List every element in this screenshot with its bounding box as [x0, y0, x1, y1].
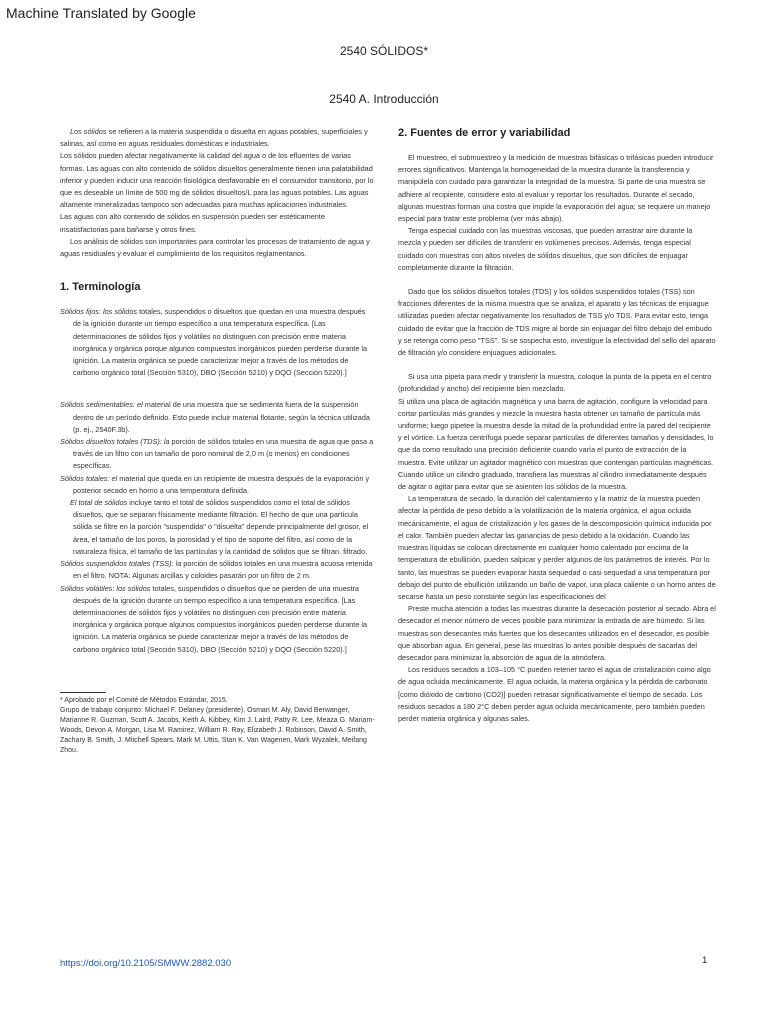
- italic-term: Sólidos suspendidos totales (TSS): la: [60, 559, 182, 569]
- italic-term: Sólidos sedimentables: el: [60, 400, 143, 410]
- intro-paragraph: [60, 126, 375, 150]
- footnote-approval: * Aprobado por el Comité de Métodos Estándar, 2015.: [60, 696, 228, 704]
- italic-term: Los sólidos: [70, 127, 107, 136]
- translation-banner: Machine Translated by Google: [6, 5, 196, 21]
- italic-term: Sólidos fijos: los sólidos: [60, 307, 138, 317]
- definition-fixed-solids: [60, 306, 375, 379]
- page-number: 1: [702, 955, 708, 966]
- section-heading-introduction: 2540 A. Introducción: [329, 92, 439, 106]
- paragraph-text: se refieren a la materia suspendida o disuelta en aguas potables, superficiales y salinas, así como en aguas residuales domésticas e industriales.: [60, 127, 368, 149]
- doi-link[interactable]: https://doi.org/10.2105/SMWW.2882.030: [60, 958, 232, 969]
- body-paragraph: Preste mucha atención a todas las muestras durante la desecación posterior al secado. Abra el desecador el menor número de veces posible para minimizar la entrada de aire húmedo. Si las muestras son desecantes más fuertes que los desecantes utilizados en el desecador, es posible que absorban agua. En general, pese las muestras lo antes posible después de sacarlas del desecador para minimizar la absorción de agua de la atmósfera.: [398, 604, 716, 662]
- body-paragraph: El muestreo, el submuestreo y la medición de muestras bifásicas o trifásicas pueden introducir errores significativos. Mantenga la homogeneidad de la muestra durante la transferencia y manipúlela con cuidado para garantizar la integridad de la muestra. Si parte de una muestra se adhiere al recipiente, considere esto al evaluar y reportar los resultados. Durante el secado, algunas muestras forman una costra que impide la evaporación del agua; se requiere un manejo especial para tratar este problema (ver más abajo).: [398, 153, 714, 224]
- definition-text: totales, suspendidos o disueltos que se pierden de una muestra después de la ignición durante un tiempo específico a una temperatura específica. [Las determinaciones de sólidos fijos y volátiles no distinguen con precisión entre materia inorgánica y orgánica porque algunos compuestos inorgánicos pueden perderse durante la ignición. La materia orgánica se puede caracterizar mejor a través de los métodos de carbono orgánico total (Sección 5310), DBO (Sección 5210) y DQO (Sección 5220).]: [73, 583, 368, 654]
- italic-term: Sólidos totales: el: [60, 473, 118, 483]
- intro-paragraph: Las aguas con alto contenido de sólidos en suspensión pueden ser estéticamente insatisfactorias para bañarse y otros fines.: [60, 212, 325, 234]
- intro-paragraph: Los sólidos pueden afectar negativamente la calidad del agua o de los efluentes de varias formas. Las aguas con alto contenido de sólidos disueltos generalmente tienen una palatabilidad inferior y pueden inducir una reacción fisiológica desfavorable en el consumidor transitorio, por lo que es deseable un límite de 500 mg de sólidos disueltos/L para las aguas potables. Las aguas altamente mineralizadas tampoco son adecuadas para muchas aplicaciones industriales.: [60, 151, 374, 210]
- definition-text: porción de sólidos totales en una muestra de agua que pasa a través de un filtro con un tamaño de poro nominal de 2,0 m (o menos) en condiciones específicas.: [73, 437, 374, 471]
- definition-text: totales, suspendidos o disueltos que quedan en una muestra después de la ignición durante un tiempo específico a una temperatura específica. [Las determinaciones de sólidos fijos y volátiles no distinguen con precisión entre materia inorgánica y orgánica porque algunos compuestos inorgánicos pueden perderse durante la ignición. La materia orgánica se puede caracterizar mejor a través de los métodos de carbono orgánico total (Sección 5310), DBO (Sección 5210) y DQO (Sección 5220).]: [73, 307, 368, 378]
- italic-term: Sólidos volátiles: los sólidos: [60, 583, 151, 593]
- body-paragraph: Si utiliza una placa de agitación magnética y una barra de agitación, configure la velocidad para cortar partículas más grandes y mezcle la muestra hasta obtener un tamaño de partícula más uniforme; luego pipetee la muestra desde la mitad de la profundidad entre la pared del recipiente y el vórtice. La fuerza centrífuga puede separar partículas de diferentes tamaños y densidades, lo que da como resultado una precisión deficiente cuando varía el punto de extracción de la muestra. Evite utilizar un agitador magnético con muestras que contengan partículas magnéticas. Cuando utilice un cilindro graduado, transfiera las muestras al cilindro inmediatamente después de agitar o agitar para evitar que se asienten los sólidos de la muestra.: [398, 396, 714, 492]
- body-paragraph: Los residuos secados a 103–105 °C pueden retener tanto el agua de cristalización como algo de agua ocluida mecánicamente. El agua ocluida, la materia orgánica y la pérdida de carbonato [como dióxido de carbono (CO2)] pueden retrasar significativamente el tiempo de secado. Los residuos secados a 180 2°C deben perder agua ocluida mecánicamente, pero también pueden perder materia orgánica y algunas sales.: [398, 665, 711, 723]
- body-paragraph: Dado que los sólidos disueltos totales (TDS) y los sólidos suspendidos totales (TSS) son fracciones diferentes de la misma muestra que se analiza, el aparato y las técnicas de enjuague utilizadas pueden afectar negativamente los resultados de TSS y/o TDS. Para evitar esto, tenga cuidado de evitar que la fracción de TDS migre al borde sin enjuagar del filtro debajo del embudo y se retenga como peso "TSS". Si se sospecha esto, investigue la efectividad del sello del aparato de filtración y/o considere enjuagues adicionales.: [398, 287, 716, 358]
- definition-text: porción de sólidos totales en una muestra acuosa retenida en el filtro. NOTA: Algunas arcillas y coloides pasarán por un filtro de 2 m.: [73, 559, 373, 581]
- definition-suspended-solids: [60, 558, 375, 582]
- definition-text: material que queda en un recipiente de muestra después de la evaporación y posterior secado en horno a una temperatura definida.: [73, 473, 370, 495]
- definition-settleable-solids: [60, 399, 375, 436]
- document-title: 2540 SÓLIDOS*: [339, 44, 429, 58]
- footnote-divider: [60, 692, 106, 693]
- definition-total-solids-note: [60, 497, 375, 558]
- body-paragraph: La temperatura de secado, la duración del calentamiento y la matriz de la muestra pueden afectar la pérdida de peso debido a la volatilización de la materia orgánica, el agua ocluida mecánicamente, el agua de cristalización y los gases de la descomposición química inducida por el calor. También pueden afectar las ganancias de peso debido a la oxidación. Cuando las muestras líquidas se colocan directamente en cualquier horno calentado por encima de la temperatura de ebullición, pueden salpicar y perder algunos de los parámetros de interés. Por lo tanto, las muestras se pueden evaporar hasta sequedad o casi sequedad a una temperatura por debajo del punto de ebullición utilizando un baño de vapor, una placa caliente o un horno antes de secarse hasta un peso constante según las especificaciones del: [398, 494, 716, 601]
- footnote-working-group: Grupo de trabajo conjunto: Michael F. Delaney (presidente), Osman M. Aly, David Berwanger, Marianne R. Guzman, Scott A. Jacobs, Keith A. Kibbey, Kim J. Laird, Patty R. Lee, Meaza G. Mariam-Woods, Devon A. Morgan, Lisa M. Ramirez, William R. Ray, Elizabeth J. Robinson, David A. Smith, Zachary B. Smith, J. Mitchell Spears, Mark M. Uttis, Stan K. Van Wagenen, Mark Wyzalek, Meifang Zhou.: [60, 706, 375, 754]
- definition-text: material de una muestra que se sedimenta fuera de la suspensión dentro de un período definido. Esto puede incluir material flotante, según la técnica utilizada (p. ej., 2540F.3b).: [73, 400, 370, 434]
- definition-total-solids: [60, 473, 375, 497]
- body-paragraph: Si usa una pipeta para medir y transferir la muestra, coloque la punta de la pipeta en el centro (profundidad y ancho) del recipiente bien mezclado.: [398, 372, 712, 394]
- left-column: [60, 126, 375, 756]
- right-column: [398, 126, 716, 725]
- italic-term: Sólidos disueltos totales (TDS): la: [60, 437, 170, 447]
- italic-term: El total de sólidos: [70, 498, 128, 508]
- intro-paragraph: Los análisis de sólidos son importantes para controlar los procesos de tratamiento de agua y aguas residuales y evaluar el cumplimiento de los requisitos reglamentarios.: [60, 236, 370, 259]
- definition-text: incluye tanto el total de sólidos suspendidos como el total de sólidos disueltos, que se separan físicamente mediante filtración. El hecho de que una partícula sólida se filtre en la porción "suspendida" o "disuelta" depende principalmente del grosor, el área, el tamaño de los poros, la porosidad y el tipo de soporte del filtro, así como de la naturaleza física, el tamaño de las partículas y la cantidad de sólidos que se filtran. filtrado.: [73, 498, 369, 556]
- definition-volatile-solids: [60, 583, 375, 656]
- body-paragraph: Tenga especial cuidado con las muestras viscosas, que pueden arrastrar aire durante la mezcla y pueden ser difíciles de transferir en volúmenes precisos. Además, tenga especial cuidado con muestras con altos niveles de sólidos disueltos, que son difíciles de enjuagar completamente durante la filtración.: [398, 226, 693, 272]
- section-heading-errors: 2. Fuentes de error y variabilidad: [398, 127, 571, 139]
- section-heading-terminology: 1. Terminología: [60, 281, 141, 294]
- definition-dissolved-solids: [60, 436, 375, 473]
